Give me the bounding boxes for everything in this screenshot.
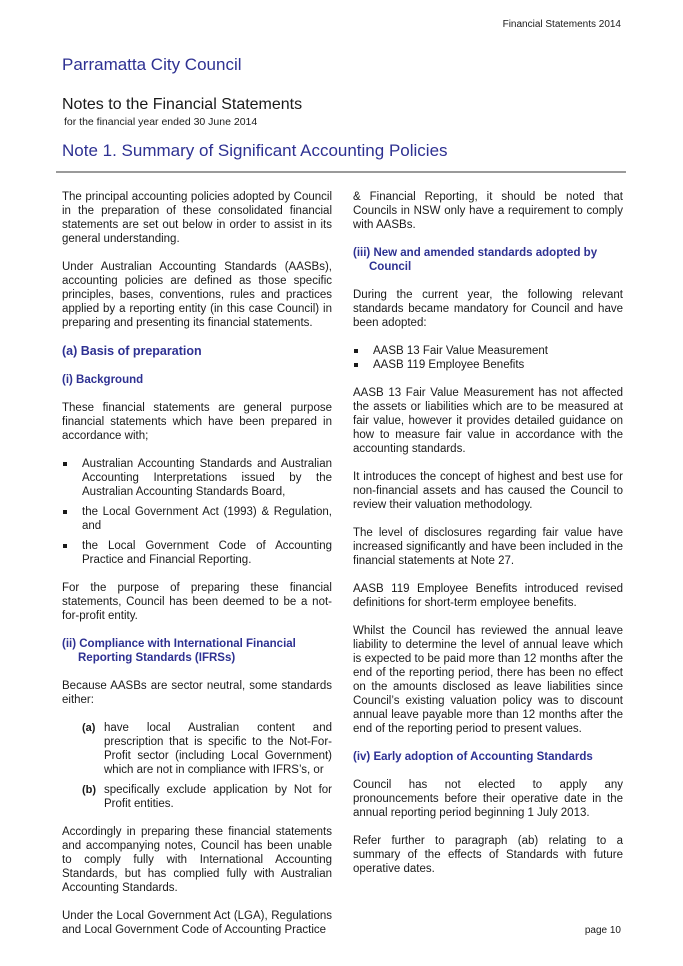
continued-paragraph: & Financial Reporting, it should be noted that Councils in NSW only have a requirement to comply with AASBs. — [353, 191, 623, 231]
intro-paragraph: The principal accounting policies adopted by Council in the preparation of these consolidated financial statements are set out below in order to assist in its general understanding. — [62, 191, 332, 245]
page-number: page 10 — [584, 925, 621, 936]
adopted-standards-list — [353, 344, 623, 372]
aasb13-paragraph: AASB 13 Fair Value Measurement has not affected the assets or liabilities which are to be measured at fair value, however it provides detailed guidance on how to measure fair value in accordance with the accounting standards. — [353, 387, 623, 455]
note-heading: Note 1. Summary of Significant Accounting Policies — [62, 141, 448, 160]
new-standards-heading: (iii) New and amended standards adopted by Council — [353, 247, 598, 273]
lga-paragraph: Under the Local Government Act (LGA), Regulations and Local Government Code of Accounting Practice — [62, 910, 332, 936]
refer-further-paragraph: Refer further to paragraph (ab) relating to a summary of the effects of Standards with future operative dates. — [353, 835, 623, 875]
sector-neutral-paragraph: Because AASBs are sector neutral, some standards either: — [62, 680, 332, 706]
current-year-paragraph: During the current year, the following relevant standards became mandatory for Council and have been adopted: — [353, 289, 623, 329]
highest-best-use-paragraph: It introduces the concept of highest and best use for non-financial assets and has caused the Council to review their valuation methodology. — [353, 471, 623, 511]
right-column — [353, 190, 623, 890]
square-bullet-icon — [63, 462, 67, 466]
disclosures-paragraph: The level of disclosures regarding fair value have increased significantly and have been included in the financial statements at Note 27. — [353, 527, 623, 567]
early-adoption-heading: (iv) Early adoption of Accounting Standards — [353, 751, 593, 763]
ifrs-compliance-heading: (ii) Compliance with International Financial Reporting Standards (IFRSs) — [62, 638, 296, 664]
compliance-bullet-list — [62, 457, 332, 567]
early-adoption-paragraph: Council has not elected to apply any pronouncements before their operative date in the annual reporting period beginning 1 July 2013. — [353, 779, 623, 819]
list-item: (a) have local Australian content and prescription that is specific to the Not-For-Profit sector (including Local Government) which are not in compliance with IFRS’s, or — [82, 722, 332, 776]
list-item: the Local Government Code of Accounting Practice and Financial Reporting. — [62, 539, 332, 567]
heading-divider — [56, 171, 626, 173]
aasb-paragraph: Under Australian Accounting Standards (AASBs), accounting policies are defined as those specific principles, bases, conventions, rules and practices applied by a reporting entity (in this case Council) in preparing and presenting its financial statements. — [62, 261, 332, 329]
basis-of-preparation-heading: (a) Basis of preparation — [62, 344, 202, 358]
not-for-profit-paragraph: For the purpose of preparing these financial statements, Council has been deemed to be a not-for-profit entity. — [62, 582, 332, 622]
list-item: Australian Accounting Standards and Australian Accounting Interpretations issued by the Australian Accounting Standards Board, — [62, 457, 332, 499]
list-item: the Local Government Act (1993) & Regulation, and — [62, 505, 332, 533]
accordingly-paragraph: Accordingly in preparing these financial statements and accompanying notes, Council has been unable to comply fully with International Accounting Standards, but has complied fully with Australian Accounting Standards. — [62, 826, 332, 894]
list-item: AASB 119 Employee Benefits — [353, 358, 623, 372]
background-paragraph: These financial statements are general purpose financial statements which have been prepared in accordance with; — [62, 402, 332, 442]
left-column — [62, 190, 332, 951]
council-name: Parramatta City Council — [62, 55, 242, 74]
square-bullet-icon — [63, 544, 67, 548]
background-heading: (i) Background — [62, 374, 144, 386]
running-title: Financial Statements 2014 — [502, 19, 621, 30]
notes-title: Notes to the Financial Statements — [62, 96, 303, 113]
aasb119-paragraph: AASB 119 Employee Benefits introduced revised definitions for short-term employee benefits. — [353, 583, 623, 609]
period-subtitle: for the financial year ended 30 June 2014 — [64, 116, 258, 128]
standards-alpha-list — [62, 721, 332, 811]
square-bullet-icon — [63, 510, 67, 514]
square-bullet-icon — [354, 363, 358, 367]
list-item: AASB 13 Fair Value Measurement — [353, 344, 623, 358]
annual-leave-paragraph: Whilst the Council has reviewed the annual leave liability to determine the level of annual leave which is expected to be paid more than 12 months after the end of the reporting period, there has been no effect on the amounts disclosed as leave liabilities since Council’s existing valuation policy was to discount annual leave payable more than 12 months after the end of the reporting period to present values. — [353, 625, 623, 735]
list-item: (b) specifically exclude application by Not for Profit entities. — [82, 784, 332, 810]
square-bullet-icon — [354, 349, 358, 353]
